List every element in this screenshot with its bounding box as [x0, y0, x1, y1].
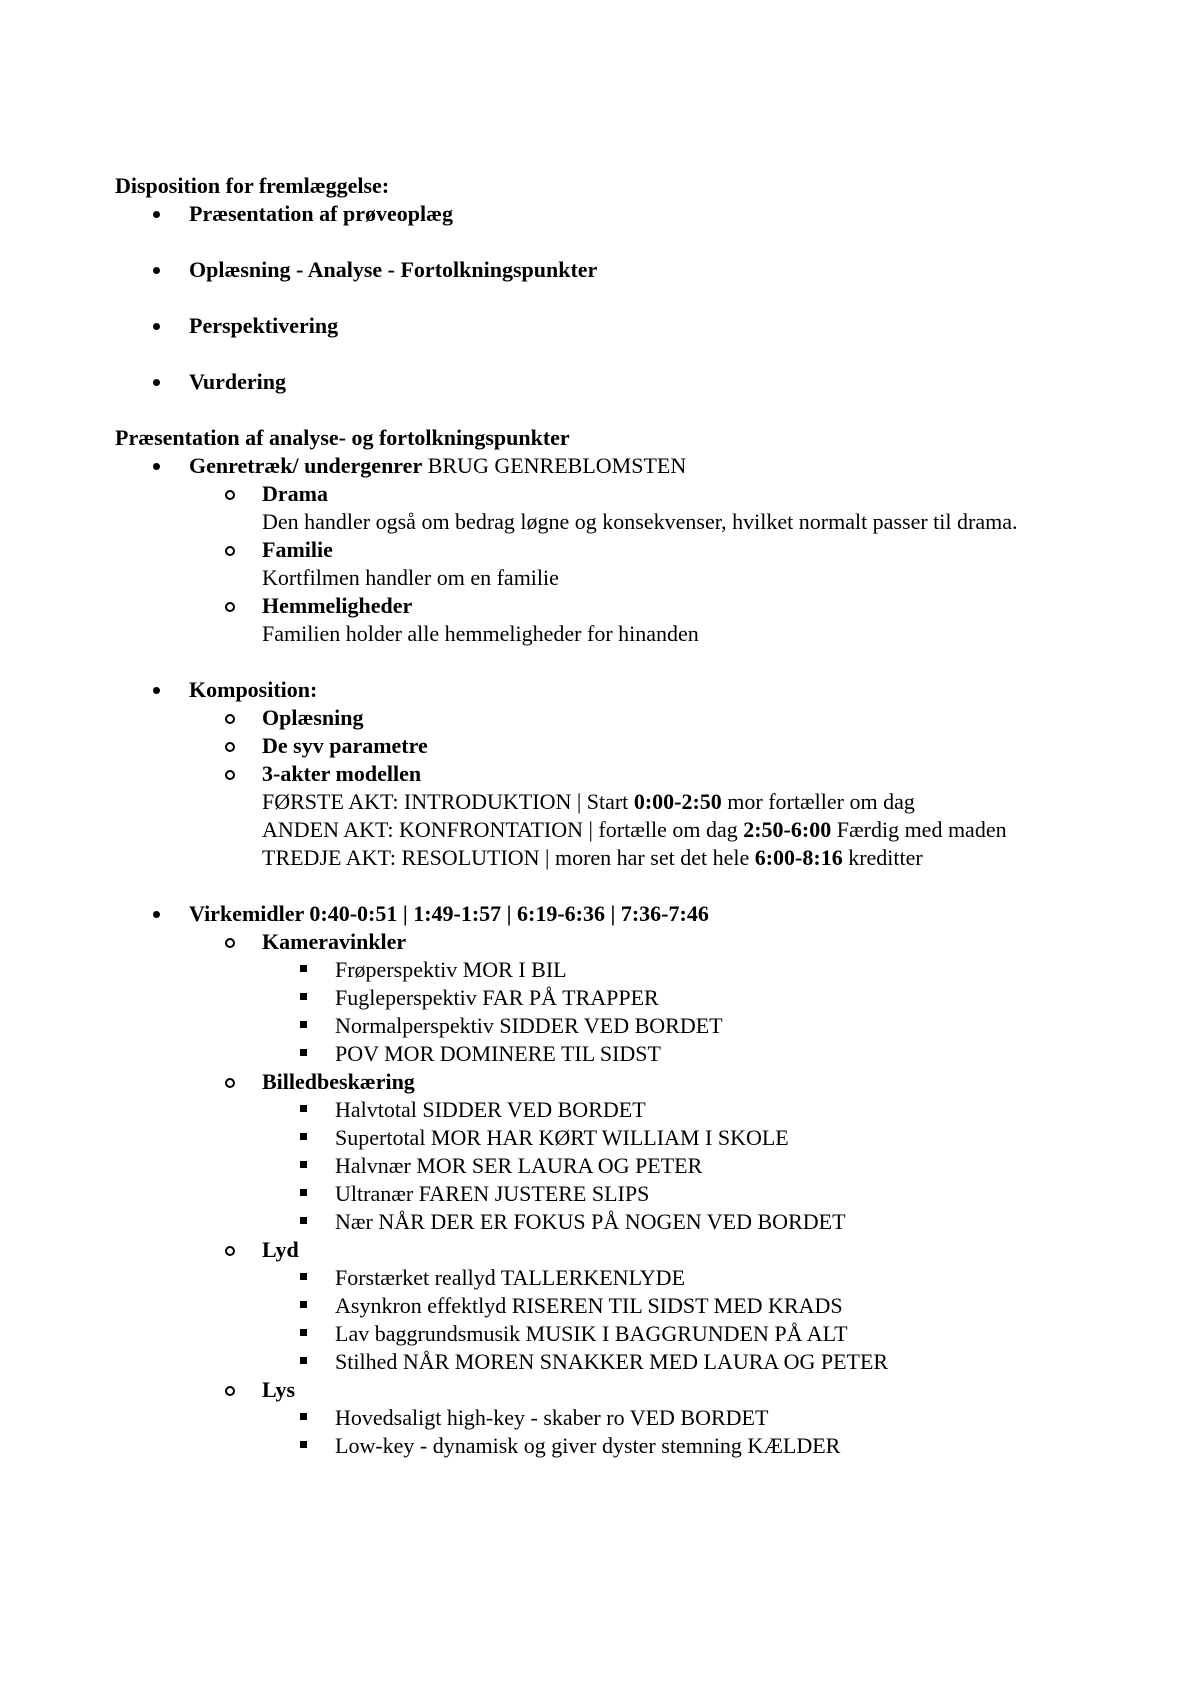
- group-title: Lys: [262, 1377, 296, 1402]
- group-list: [262, 956, 1115, 1068]
- subitem-title: Familie: [262, 537, 333, 562]
- list-item: [262, 1124, 1115, 1152]
- subitem-desc: Den handler også om bedrag løgne og konsekvenser, hvilket normalt passer til drama.: [262, 509, 1018, 534]
- list-item: [262, 1152, 1115, 1180]
- bullet-icon: [153, 911, 160, 918]
- list-item: [262, 1320, 1115, 1348]
- analysis-list: [115, 452, 1115, 1460]
- means-item: [115, 900, 1115, 1460]
- group-list: [262, 1096, 1115, 1236]
- item-text: Vurdering: [189, 369, 286, 394]
- item-text: POV MOR DOMINERE TIL SIDST: [335, 1041, 661, 1066]
- square-bullet-icon: [300, 1049, 307, 1056]
- act-text: ANDEN AKT: KONFRONTATION | fortælle om dag: [262, 817, 744, 842]
- item-text: Forstærket reallyd TALLERKENLYDE: [335, 1265, 686, 1290]
- item-text: Normalperspektiv SIDDER VED BORDET: [335, 1013, 723, 1038]
- list-item: [262, 1432, 1115, 1460]
- means-label: Virkemidler 0:40-0:51 | 1:49-1:57 | 6:19-6:36 | 7:36-7:46: [189, 901, 709, 926]
- square-bullet-icon: [300, 1441, 307, 1448]
- act-line: [262, 788, 1115, 816]
- list-item: [262, 1180, 1115, 1208]
- circle-bullet-icon: [225, 938, 235, 948]
- group-title: Lyd: [262, 1237, 299, 1262]
- item-text: Præsentation af prøveoplæg: [189, 201, 453, 226]
- item-text: Perspektivering: [189, 313, 339, 338]
- genre-label: Genretræk/ undergenrer: [189, 453, 423, 478]
- circle-bullet-icon: [225, 1078, 235, 1088]
- item-text: Halvtotal SIDDER VED BORDET: [335, 1097, 646, 1122]
- list-item: [189, 760, 1115, 872]
- circle-bullet-icon: [225, 546, 235, 556]
- subitem-title: Hemmeligheder: [262, 593, 413, 618]
- list-item: [262, 1012, 1115, 1040]
- genre-sublist: [189, 480, 1115, 648]
- subitem-desc: Familien holder alle hemmeligheder for hinanden: [262, 621, 699, 646]
- circle-bullet-icon: [225, 602, 235, 612]
- item-text: Stilhed NÅR MOREN SNAKKER MED LAURA OG PETER: [335, 1349, 889, 1374]
- act-line: [262, 816, 1115, 844]
- square-bullet-icon: [300, 1301, 307, 1308]
- subitem-title: 3-akter modellen: [262, 761, 422, 786]
- act-text: mor fortæller om dag: [721, 789, 915, 814]
- square-bullet-icon: [300, 965, 307, 972]
- subitem-title: De syv parametre: [262, 733, 428, 758]
- list-item: [189, 704, 1115, 732]
- list-item: [262, 1208, 1115, 1236]
- bullet-icon: [153, 463, 160, 470]
- list-item: [262, 956, 1115, 984]
- bullet-icon: [153, 687, 160, 694]
- composition-sublist: [189, 704, 1115, 872]
- group-title: Kameravinkler: [262, 929, 407, 954]
- square-bullet-icon: [300, 1189, 307, 1196]
- item-text: Hovedsaligt high-key - skaber ro VED BORDET: [335, 1405, 769, 1430]
- group-list: [262, 1264, 1115, 1376]
- subitem-desc: Kortfilmen handler om en familie: [262, 565, 559, 590]
- bullet-icon: [153, 211, 160, 218]
- list-item: [115, 256, 1115, 284]
- disposition-list: [115, 200, 1115, 396]
- item-text: Oplæsning - Analyse - Fortolkningspunkter: [189, 257, 598, 282]
- act-text: Færdig med maden: [831, 817, 1007, 842]
- item-text: Low-key - dynamisk og giver dyster stemning KÆLDER: [335, 1433, 841, 1458]
- genre-item: [115, 452, 1115, 648]
- list-item: [262, 1264, 1115, 1292]
- list-item: [189, 536, 1115, 592]
- item-text: Lav baggrundsmusik MUSIK I BAGGRUNDEN PÅ ALT: [335, 1321, 848, 1346]
- list-item: [115, 312, 1115, 340]
- list-item: [262, 1040, 1115, 1068]
- act-text: FØRSTE AKT: INTRODUKTION | Start: [262, 789, 634, 814]
- square-bullet-icon: [300, 1105, 307, 1112]
- act-time: 6:00-8:16: [754, 845, 843, 870]
- item-text: Asynkron effektlyd RISEREN TIL SIDST MED KRADS: [335, 1293, 843, 1318]
- list-item: [262, 984, 1115, 1012]
- act-text: TREDJE AKT: RESOLUTION | moren har set det hele: [262, 845, 755, 870]
- disposition-title: Disposition for fremlæggelse:: [115, 173, 390, 198]
- list-item: [189, 1376, 1115, 1460]
- subitem-title: Oplæsning: [262, 705, 364, 730]
- square-bullet-icon: [300, 1273, 307, 1280]
- means-sublist: [189, 928, 1115, 1460]
- group-list: [262, 1404, 1115, 1460]
- list-item: [262, 1096, 1115, 1124]
- bullet-icon: [153, 379, 160, 386]
- circle-bullet-icon: [225, 1386, 235, 1396]
- list-item: [115, 368, 1115, 396]
- act-text: kreditter: [842, 845, 923, 870]
- circle-bullet-icon: [225, 1246, 235, 1256]
- list-item: [189, 928, 1115, 1068]
- square-bullet-icon: [300, 1357, 307, 1364]
- square-bullet-icon: [300, 1133, 307, 1140]
- circle-bullet-icon: [225, 714, 235, 724]
- item-text: Frøperspektiv MOR I BIL: [335, 957, 567, 982]
- composition-item: [115, 676, 1115, 872]
- list-item: [262, 1404, 1115, 1432]
- document-content: [115, 172, 1115, 1460]
- list-item: [189, 732, 1115, 760]
- list-item: [115, 200, 1115, 228]
- list-item: [189, 1068, 1115, 1236]
- genre-note: BRUG GENREBLOMSTEN: [422, 453, 687, 478]
- act-time: 2:50-6:00: [743, 817, 832, 842]
- bullet-icon: [153, 267, 160, 274]
- square-bullet-icon: [300, 1021, 307, 1028]
- item-text: Ultranær FAREN JUSTERE SLIPS: [335, 1181, 650, 1206]
- circle-bullet-icon: [225, 490, 235, 500]
- bullet-icon: [153, 323, 160, 330]
- item-text: Nær NÅR DER ER FOKUS PÅ NOGEN VED BORDET: [335, 1209, 846, 1234]
- subitem-title: Drama: [262, 481, 328, 506]
- act-time: 0:00-2:50: [633, 789, 722, 814]
- group-title: Billedbeskæring: [262, 1069, 415, 1094]
- act-line: [262, 844, 1115, 872]
- item-text: Halvnær MOR SER LAURA OG PETER: [335, 1153, 703, 1178]
- item-text: Fugleperspektiv FAR PÅ TRAPPER: [335, 985, 659, 1010]
- item-text: Supertotal MOR HAR KØRT WILLIAM I SKOLE: [335, 1125, 789, 1150]
- list-item: [262, 1292, 1115, 1320]
- square-bullet-icon: [300, 993, 307, 1000]
- circle-bullet-icon: [225, 770, 235, 780]
- square-bullet-icon: [300, 1161, 307, 1168]
- square-bullet-icon: [300, 1413, 307, 1420]
- list-item: [189, 1236, 1115, 1376]
- composition-label: Komposition:: [189, 677, 318, 702]
- list-item: [189, 480, 1115, 536]
- square-bullet-icon: [300, 1217, 307, 1224]
- list-item: [262, 1348, 1115, 1376]
- list-item: [189, 592, 1115, 648]
- analysis-title: Præsentation af analyse- og fortolkningspunkter: [115, 425, 570, 450]
- circle-bullet-icon: [225, 742, 235, 752]
- square-bullet-icon: [300, 1329, 307, 1336]
